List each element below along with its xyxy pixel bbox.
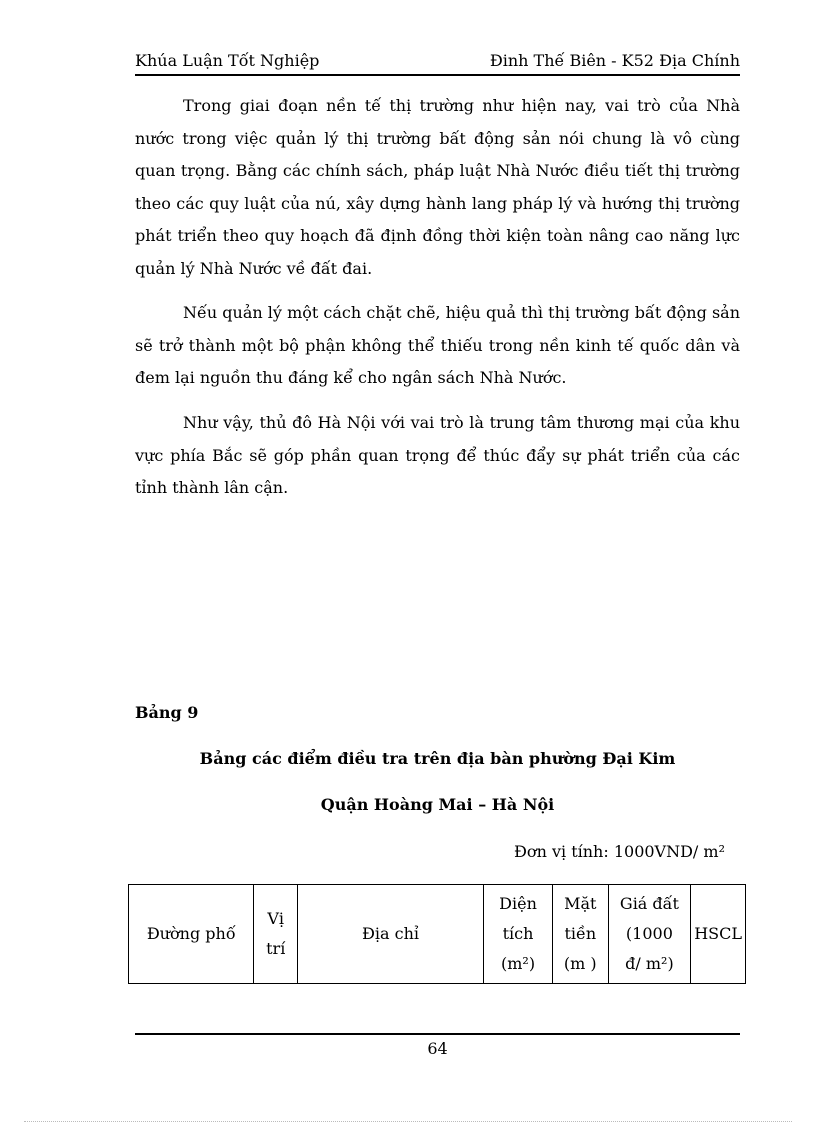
col-land-price-label-1: Giá đất (619, 894, 679, 913)
col-area-label-2: tích (502, 924, 534, 943)
col-area-label-1: Diện (499, 894, 537, 913)
table-subtitle: Quận Hoàng Mai – Hà Nội (320, 795, 555, 814)
col-frontage-label-1: Mặt (564, 894, 597, 913)
table-unit: Đơn vị tính: 1000VND/ m² (514, 842, 725, 861)
header-rule (135, 74, 740, 76)
page-number: 64 (427, 1039, 448, 1058)
col-address-label: Địa chỉ (361, 924, 420, 943)
body-paragraph-3: Như vậy, thủ đô Hà Nội với vai trò là trung tâm thương mại của khu vực phía Bắc sẽ góp phần quan trọng để thúc đẩy sự phát triển của các tỉnh thành lân cận. (135, 413, 740, 497)
col-area (484, 885, 553, 984)
footer-rule (135, 1033, 740, 1035)
col-position (254, 885, 298, 984)
page-header (135, 50, 740, 72)
col-land-price (608, 885, 691, 984)
col-area-label-3: (m²) (500, 954, 536, 973)
col-frontage (553, 885, 609, 984)
col-land-price-label-3: đ/ m²) (625, 954, 674, 973)
col-hscl (691, 885, 746, 984)
table-label: Bảng 9 (135, 703, 199, 722)
page-bottom-edge (24, 1121, 792, 1122)
header-thesis-title: Khúa Luận Tốt Nghiệp (135, 51, 320, 70)
table-title: Bảng các điểm điều tra trên địa bàn phường Đại Kim (199, 749, 676, 768)
table-header-row (129, 885, 746, 984)
col-frontage-label-3: (m ) (563, 954, 597, 973)
col-address (297, 885, 483, 984)
col-street-label: Đường phố (146, 924, 236, 943)
header-author: Đinh Thế Biên - K52 Địa Chính (489, 51, 740, 70)
body-paragraph-2: Nếu quản lý một cách chặt chẽ, hiệu quả thì thị trường bất động sản sẽ trở thành một bộ phận không thể thiếu trong nền kinh tế quốc dân và đem lại nguồn thu đáng kể cho ngân sách Nhà Nước. (135, 303, 740, 387)
body-paragraph-1: Trong giai đoạn nền tế thị trường như hiện nay, vai trò của Nhà nước trong việc quản lý thị trường bất động sản nói chung là vô cùng quan trọng. Bằng các chính sách, pháp luật Nhà Nước điều tiết thị trường theo các quy luật của nú, xây dựng hành lang pháp lý và hướng thị trường phát triển theo quy hoạch đã định đồng thời kiện toàn nâng cao năng lực quản lý Nhà Nước về đất đai. (135, 96, 740, 278)
col-street (129, 885, 254, 984)
col-frontage-label-2: tiền (564, 924, 597, 943)
col-land-price-label-2: (1000 (625, 924, 673, 943)
survey-table (128, 884, 746, 984)
col-position-label-1: Vị (267, 909, 285, 928)
col-hscl-label: HSCL (694, 924, 742, 943)
col-position-label-2: trí (266, 939, 286, 958)
